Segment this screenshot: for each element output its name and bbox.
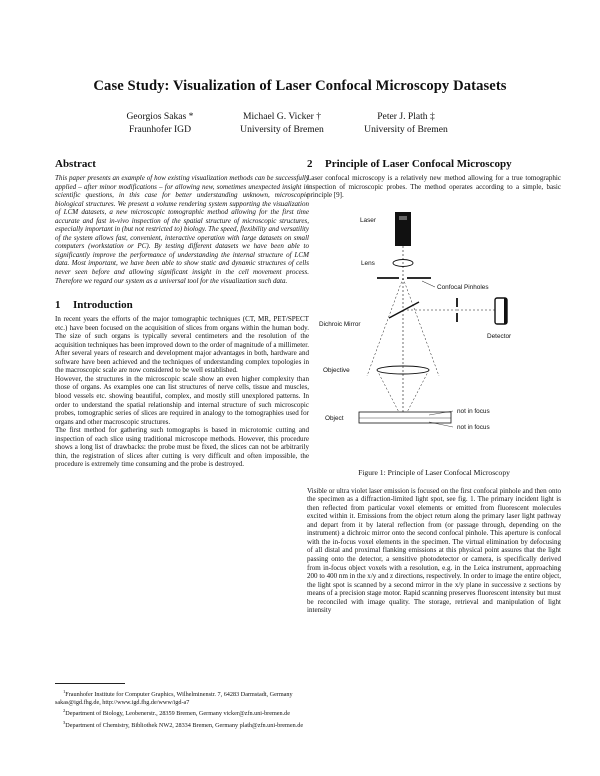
section-2-body: Visible or ultra violet laser emission is focused on the first confocal pinhole and then onto the specimen as a diffraction-limited light spot, see fig. 1. The primary incident light is then reflected from particular voxel elements or emitted from fluorescent molecules excited within it. Emissions from the object return along the primary laser light pathway and depart from it by lateral reflection from (or passage through, depending on the instrument) a dichroic mirror onto the second confocal pinhole. This aperture is confocal with the in-focus voxel elements in the specimen. The virtual elimination by defocusing of all distal and proximal flanking emissions at this physical point assures that the light passing onto the detector, a sensitive photodetector or camera, is specifically derived from in-focus object voxels with a resolution, e.g. in the Leica instrument, approaching 200 to 400 nm in the x/y and z directions, respectively. In order to image the entire object, the light spot is scanned by a second mirror in the x/y plane in successive z sections by means of a precision stage motor. Rapid scanning preserves fluorescent intensity but must be reconciled with image quality. The storage, retrieval and manipulation of light intensity: [307, 486, 561, 615]
abstract-heading: Abstract: [55, 158, 96, 170]
figure-confocal-principle: [307, 206, 561, 458]
footnote-mark: 3: [63, 720, 66, 726]
intro-paragraph-2: However, the structures in the microscopic scale show an even higher complexity than those of organs. As examples one can list structures of nerve cells, tissue and muscles, blood vessels etc. showing beautiful, complex, and mostly still unexplored patterns. In order to understand the spatial relationship and internal structure of such microscopic probes, tomographic series of slices are required in analogy to the tomographies used for organs and other macroscopic structures.: [55, 374, 309, 426]
label-pinholes: Confocal Pinholes: [437, 283, 489, 291]
footnote-text: Fraunhofer Institute for Computer Graphics, Wilhelminenstr. 7, 64283 Darmstadt, Germany sakas@igd.fhg.de, http://www.igd.fhg.de/www/igd-a7: [55, 691, 293, 706]
section-number: 1: [55, 299, 61, 312]
section-title: Principle of Laser Confocal Microscopy: [325, 158, 512, 170]
footnotes: [55, 683, 309, 731]
label-in-focus: not in focus: [457, 407, 490, 415]
right-column: [307, 158, 561, 615]
paper-title: Case Study: Visualization of Laser Confocal Microscopy Datasets: [93, 78, 507, 94]
section-2-heading: [307, 158, 561, 170]
pinhole-leader: [422, 281, 435, 287]
footnote-rule: [55, 683, 125, 684]
footnote-2: [55, 707, 309, 718]
footnote-1: [55, 688, 309, 706]
label-not-in-focus: not in focus: [457, 423, 490, 431]
author-name: Peter J. Plath ‡: [377, 111, 435, 122]
laser-detail: [399, 216, 407, 220]
footnote-3: [55, 719, 309, 730]
footnote-mark: 1: [63, 689, 66, 694]
author-affiliation: Fraunhofer IGD: [128, 124, 192, 135]
footnote-text: Department of Chemistry, Bibliothek NW2, 28334 Bremen, Germany plath@zfn.uni-bremen.de: [65, 722, 304, 730]
section-2-intro: Laser confocal microscopy is a relatively new method allowing for a true tomographic inspection of microscopic probes. The method operates according to a simple, basic principle [9].: [307, 174, 561, 200]
intro-paragraph-3: The first method for gathering such tomographs is based in microtomic cutting and inspection of each slice using traditional microscope methods. However, this procedure shows a long list of drawbacks: the probe must be fixed, the slices can not be arbitrarily thin, the registration of slices after cutting is very difficult and often impossible, the procedure is extremely time consuming and the probe is destroyed.: [55, 426, 309, 469]
detector-face: [504, 298, 507, 324]
abstract-text: This paper presents an example of how existing visualization methods can be successfully applied – after minor modifications – for allowing new, sometimes unexpected insight in scientific questions, in this case for better understanding unknown, microscopic biological structures. We present a volume rendering system supporting the visualization of LCM datasets, a new microscopic tomographic method allowing for the first time accurate and fast in-vivo inspection of the spatial structure of microscopic structures, especially important in (but not restricted to) biology. The speed, flexibility and versatility of the system allows fast, convenient, interactive operation with large datasets on small computers (workstation or PC). By testing different datasets we have been able to significantly improve the performance of understanding the internal structure of LCM data. Most important, we have been able to show static and dynamic structures of cells never seen before and allowing significant insight in the cell movement process. Therefore we regard our system as a universal tool for the visualization such data.: [55, 174, 309, 285]
footnote-mark: 2: [63, 708, 66, 714]
intro-paragraph-1: In recent years the efforts of the major tomographic techniques (CT, MR, PET/SPECT etc.) have been focused on the acquisition of slices from organs within the human body. The size of such organs is typically several centimeters and the resolution of the acquisition techniques has been improved down to the order of magnitude of a millimeter. After several years of research and development major advantages in both, hardware and software have been achieved and the techniques of understanding complex topologies in the macroscopic scale are now considered to be well established.: [55, 315, 309, 375]
label-laser: Laser: [360, 216, 376, 224]
beam-right: [403, 278, 439, 376]
author-3: [348, 110, 464, 136]
beam-left: [367, 278, 403, 376]
label-detector: Detector: [487, 332, 512, 340]
section-1-heading: [55, 299, 309, 311]
label-lens: Lens: [361, 259, 375, 267]
author-affiliation: University of Bremen: [364, 124, 448, 135]
label-mirror: Dichroic Mirror: [319, 320, 361, 328]
figure-caption: Figure 1: Principle of Laser Confocal Microscopy: [358, 467, 510, 477]
author-affiliation: University of Bremen: [240, 124, 324, 135]
footnote-text: Department of Biology, Leobenerstr., 28359 Bremen, Germany vicker@zfn.uni-bremen.de: [65, 710, 291, 718]
left-column: [55, 158, 309, 469]
label-object: Object: [325, 414, 344, 422]
section-title: Introduction: [73, 299, 133, 312]
confocal-diagram: [307, 206, 561, 458]
label-objective: Objective: [323, 366, 350, 374]
author-name: Michael G. Vicker †: [242, 111, 322, 122]
author-name: Georgios Sakas *: [126, 111, 194, 122]
section-number: 2: [307, 158, 313, 170]
author-1: [102, 110, 218, 136]
author-2: [224, 110, 340, 136]
